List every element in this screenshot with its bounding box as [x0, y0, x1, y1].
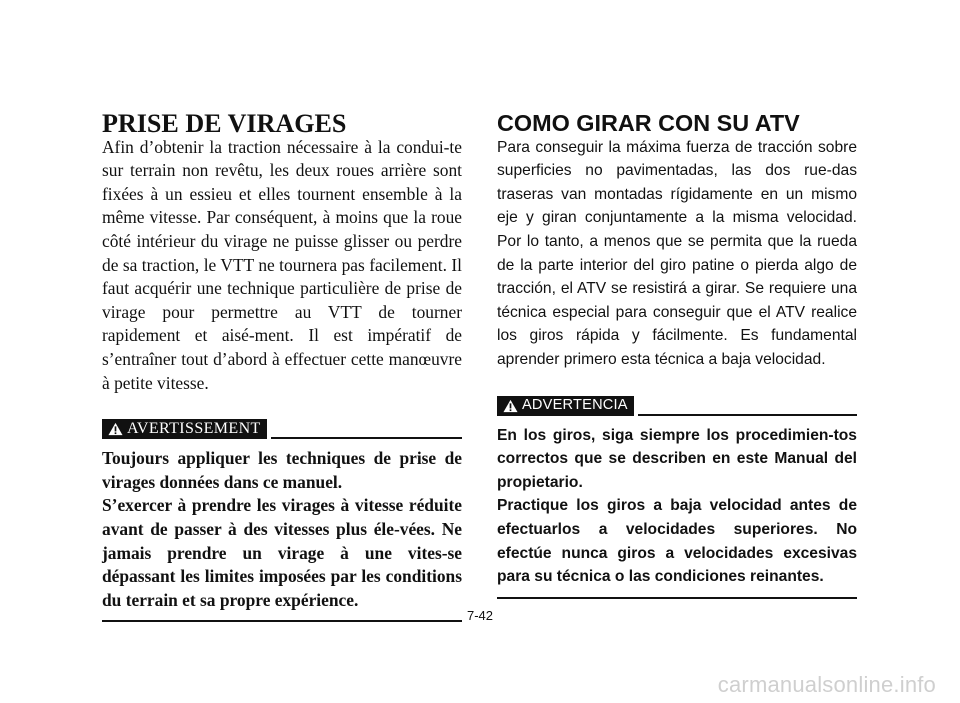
warning-triangle-icon	[503, 399, 518, 413]
french-warning-label: AVERTISSEMENT	[127, 420, 261, 438]
french-warning-text: Toujours appliquer les techniques de prise de virages données dans ce manuel.	[102, 448, 462, 492]
french-warning-text: S’exercer à prendre les virages à vitesse réduite avant de passer à des vitesses plus éle-vées. Ne jamais prendre un virage à une vites-se dépassant les limites imposées par les conditions du terrain et sa propre expérience.	[102, 495, 462, 610]
spanish-warning-body	[497, 424, 857, 589]
french-body: Afin d’obtenir la traction nécessaire à la condui-te sur terrain non revêtu, les deux roues arrière sont fixées à un essieu et elles tournent ensemble à la même vitesse. Par conséquent, à moins que la roue côté intérieur du virage ne puisse glisser ou perdre de sa traction, le VTT ne tournera pas facilement. Il faut acquérir une technique particulière de prise de virage pour permettre au VTT de tourner rapidement et aisé-ment. Il est impératif de s’entraîner tout d’abord à effectuer cette manœuvre à petite vitesse.	[102, 136, 462, 393]
french-heading: PRISE DE VIRAGES	[102, 109, 347, 138]
spanish-warning-label: ADVERTENCIA	[522, 396, 628, 413]
spanish-warning-text: En los giros, siga siempre los procedimien-tos correctos que se describen en este Manual del propietario.	[497, 426, 857, 491]
spanish-body: Para conseguir la máxima fuerza de tracción sobre superficies no pavimentadas, las dos rue-das traseras van montadas rígidamente en un mismo eje y giran conjuntamente a la misma velocidad. Por lo tanto, a menos que se permita que la rueda de la parte interior del giro patine o pierda algo de tracción, el ATV se resistirá a girar. Se requiere una técnica especial para conseguir que el ATV realice los giros rápida y fácilmente. Es fundamental aprender primero esta técnica a baja velocidad.	[497, 138, 857, 368]
french-warning-label-box	[102, 419, 267, 439]
warning-triangle-icon	[108, 422, 123, 436]
french-warning-header	[102, 417, 462, 441]
spanish-warning-rule	[638, 414, 857, 416]
french-warning-body	[102, 447, 462, 612]
watermark: carmanualsonline.info	[717, 672, 936, 697]
french-column	[102, 109, 462, 622]
page-number: 7-42	[466, 608, 494, 623]
spanish-warning-text: Practique los giros a baja velocidad antes de efectuarlos a velocidades superiores. No efectúe nunca giros a velocidades excesivas para su técnica o las condiciones reinantes.	[497, 497, 857, 586]
spanish-warning-label-box	[497, 396, 634, 416]
spanish-warning-end-rule	[497, 597, 857, 599]
spanish-warning-header	[497, 394, 857, 418]
french-warning-rule	[271, 437, 462, 439]
spanish-column	[497, 112, 857, 599]
spanish-heading: COMO GIRAR CON SU ATV	[497, 110, 800, 136]
